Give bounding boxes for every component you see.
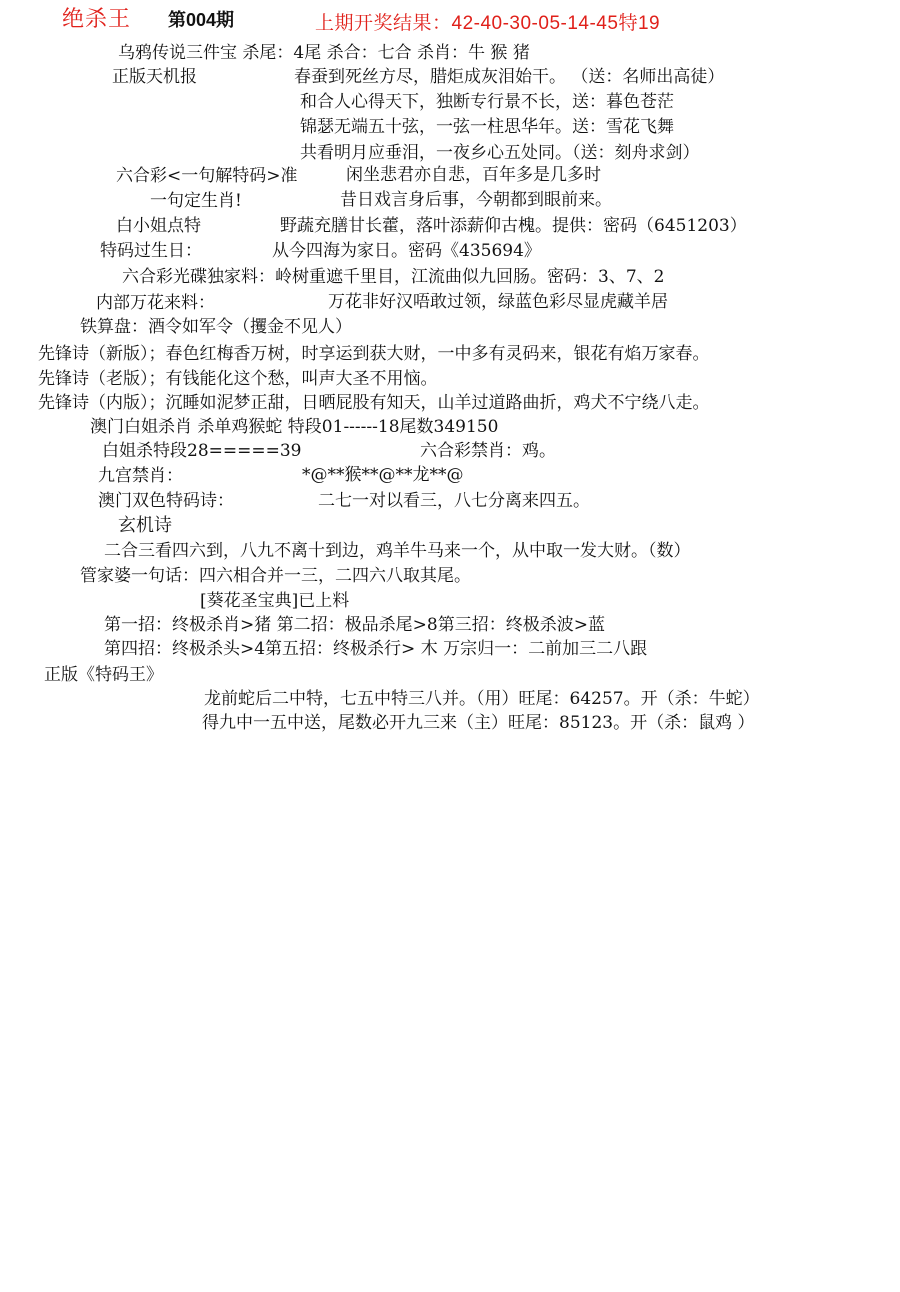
line-tianji-label: 正版天机报 — [112, 67, 197, 87]
line-tianji-verse-4: 共看明月应垂泪，一夜乡心五处同。（送：刻舟求剑） — [300, 143, 700, 163]
line-nine-palace-label: 九宫禁肖： — [98, 466, 183, 486]
line-tianji-verse-2: 和合人心得天下，独断专行景不长，送：暮色苍茫 — [300, 92, 674, 112]
line-mystery-heading: 玄机诗 — [118, 515, 172, 536]
line-crow-legend: 乌鸦传说三件宝 杀尾：4尾 杀合：七合 杀肖：牛 猴 猪 — [118, 43, 530, 63]
line-bai-segment: 白姐杀特段28=====39 — [102, 441, 302, 461]
line-pioneer-inner: 先锋诗（内版）；沉睡如泥梦正甜，日晒屁股有知天，山羊过道路曲折，鸡犬不宁绕八走。 — [38, 393, 710, 413]
line-wanhua-verse: 万花非好汉唔敢过领，绿蓝色彩尽显虎藏羊居 — [328, 292, 668, 312]
line-one-sentence-label: 六合彩<一句解特码>准 — [116, 166, 298, 186]
issue-number: 第004期 — [168, 10, 235, 30]
line-abacus: 铁算盘：酒令如军令（攫金不见人） — [80, 317, 352, 337]
line-disc-exclusive: 六合彩光碟独家料：岭树重遮千里目，江流曲似九回肠。密码：3、7、2 — [122, 267, 665, 287]
line-tema-wang-verse-2: 得九中一五中送，尾数必开九三来（主）旺尾：85123。开（杀：鼠鸡 ） — [202, 713, 755, 733]
line-double-color-label: 澳门双色特码诗： — [98, 491, 234, 511]
line-zodiac-verse: 昔日戏言身后事，今朝都到眼前来。 — [340, 190, 612, 210]
line-pioneer-old: 先锋诗（老版）；有钱能化这个愁，叫声大圣不用恼。 — [38, 369, 438, 389]
line-pioneer-new: 先锋诗（新版）；春色红梅香万树，时享运到获大财，一中多有灵码来，银花有焰万家春。 — [38, 344, 710, 364]
line-wanhua-label: 内部万花来料： — [96, 293, 215, 313]
document-title: 绝杀王 — [62, 7, 132, 32]
line-moves-1: 第一招：终极杀肖>猪 第二招：极品杀尾>8第三招：终极杀波>蓝 — [104, 615, 605, 635]
line-tema-wang-verse-1: 龙前蛇后二中特，七五中特三八并。（用）旺尾：64257。开（杀：牛蛇） — [204, 689, 760, 709]
line-moves-2: 第四招：终极杀头>4第五招：终极杀行> 木 万宗归一：二前加三二八跟 — [104, 639, 648, 659]
line-double-color-verse: 二七一对以看三，八七分离来四五。 — [318, 491, 590, 511]
line-macau-kill: 澳门白姐杀肖 杀单鸡猴蛇 特段01------18尾数349150 — [90, 417, 499, 437]
line-bai-verse: 野蔬充膳甘长藿，落叶添薪仰古槐。提供：密码（6451203） — [280, 216, 747, 236]
line-bai-label: 白小姐点特 — [116, 216, 201, 236]
line-housekeeper: 管家婆一句话：四六相合并一三，二四六八取其尾。 — [80, 566, 471, 586]
line-birthday-verse: 从今四海为家日。密码《435694》 — [272, 241, 541, 261]
line-tianji-verse-3: 锦瑟无端五十弦，一弦一柱思华年。送：雪花飞舞 — [300, 117, 674, 137]
line-mystery-verse: 二合三看四六到，八九不离十到边，鸡羊牛马来一个，从中取一发大财。（数） — [104, 541, 691, 561]
line-sunflower-heading: [葵花圣宝典]已上料 — [200, 591, 350, 611]
line-nine-palace-value: *@**猴**@**龙**@ — [302, 465, 464, 485]
line-tema-wang-label: 正版《特码王》 — [44, 665, 163, 685]
last-draw-result: 上期开奖结果：42-40-30-05-14-45特19 — [315, 13, 661, 34]
line-tianji-verse-1: 春蚕到死丝方尽，腊炬成灰泪始干。 （送：名师出高徒） — [294, 67, 725, 87]
line-forbidden-zodiac: 六合彩禁肖：鸡。 — [420, 441, 556, 461]
line-one-sentence-verse: 闲坐悲君亦自悲，百年多是几多时 — [346, 165, 601, 185]
line-birthday-label: 特码过生日： — [100, 241, 202, 261]
line-zodiac-label: 一句定生肖! — [150, 191, 242, 211]
